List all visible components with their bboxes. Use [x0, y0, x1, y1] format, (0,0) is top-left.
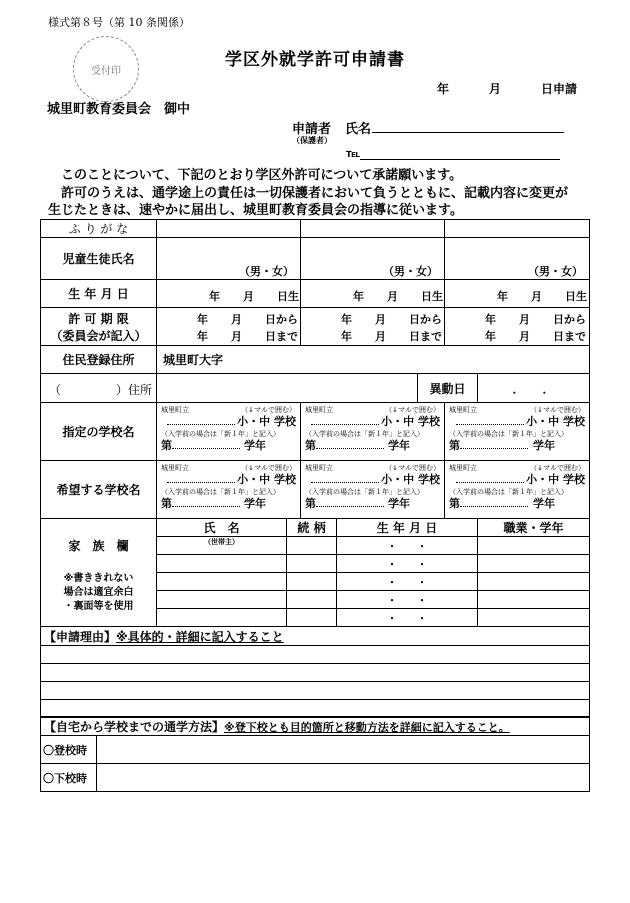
student-sex[interactable]: （男・女）	[301, 238, 445, 280]
date-month: 月	[489, 82, 502, 96]
school-cell[interactable]: 城里町立 （↓マルで囲む） 小・中 学校 （入学前の場合は「新１年」と記入） 第 学年	[445, 403, 590, 461]
job-cell[interactable]	[478, 555, 590, 573]
relation-cell[interactable]	[287, 609, 337, 627]
tel-label: ℡	[346, 147, 361, 160]
reason-line[interactable]	[41, 700, 590, 718]
stamp-label: 受付印	[91, 65, 121, 77]
family-note-1: ※書ききれない	[63, 573, 134, 584]
intro-line-2: 許可のうえは、通学途上の責任は一切保護者において負うとともに、記載内容に変更が	[48, 185, 569, 201]
school-table	[40, 402, 590, 519]
relation-cell[interactable]	[287, 591, 337, 609]
other-address-field[interactable]	[157, 374, 418, 403]
job-cell[interactable]	[478, 537, 590, 555]
job-cell[interactable]	[478, 573, 590, 591]
intro-text	[48, 167, 593, 220]
period-cell[interactable]: 年 月 日から 年 月 日まで	[301, 308, 445, 346]
guardian-label: （保護者）	[292, 136, 332, 145]
furigana-label: ふ り が な	[41, 220, 157, 238]
birthdate-row	[41, 280, 590, 308]
relation-cell[interactable]	[287, 537, 337, 555]
family-header-row	[41, 519, 590, 537]
other-address-row	[41, 374, 590, 403]
page-title: 学区外就学許可申請書	[225, 50, 405, 70]
birth-cell[interactable]: ・ ・	[337, 555, 478, 573]
col-name: 氏 名	[157, 519, 287, 537]
birthdate-cell[interactable]: 年 月 日生	[301, 280, 445, 308]
school-cell[interactable]: 城里町立 （↓マルで囲む） 小・中 学校 （入学前の場合は「新１年」と記入） 第 学年	[157, 461, 301, 519]
reason-title: 【申請理由】※具体的・詳細に記入すること	[41, 627, 590, 646]
registered-address-label: 住民登録住所	[41, 346, 157, 374]
reason-line[interactable]	[41, 646, 590, 664]
name-cell[interactable]	[157, 609, 287, 627]
birth-cell[interactable]: ・ ・	[337, 573, 478, 591]
period-cell[interactable]: 年 月 日から 年 月 日まで	[445, 308, 590, 346]
student-sex[interactable]: （男・女）	[445, 238, 590, 280]
period-cell[interactable]: 年 月 日から 年 月 日まで	[157, 308, 301, 346]
from-school-label: 〇下校時	[41, 764, 97, 792]
registered-address-row	[41, 346, 590, 374]
reason-line[interactable]	[41, 664, 590, 682]
to-school-field[interactable]	[97, 736, 590, 764]
move-date-label: 異動日	[418, 374, 478, 403]
school-cell[interactable]: 城里町立 （↓マルで囲む） 小・中 学校 （入学前の場合は「新１年」と記入） 第 学年	[445, 461, 590, 519]
school-cell[interactable]: 城里町立 （↓マルで囲む） 小・中 学校 （入学前の場合は「新１年」と記入） 第 学年	[301, 461, 445, 519]
applicant-label: 申請者	[292, 122, 332, 137]
birthdate-label: 生 年 月 日	[41, 280, 157, 308]
furigana-row	[41, 220, 590, 238]
relation-cell[interactable]	[287, 573, 337, 591]
relation-cell[interactable]	[287, 555, 337, 573]
col-birth: 生 年 月 日	[337, 519, 478, 537]
furigana-cell[interactable]	[301, 220, 445, 238]
birth-cell[interactable]: ・ ・	[337, 537, 478, 555]
to-school-label: 〇登校時	[41, 736, 97, 764]
birthdate-cell[interactable]: 年 月 日生	[157, 280, 301, 308]
permission-period-row	[41, 308, 590, 346]
furigana-cell[interactable]	[445, 220, 590, 238]
addressee: 城里町教育委員会 御中	[47, 102, 191, 117]
other-address-label: （ ）住所	[41, 374, 157, 403]
job-cell[interactable]	[478, 609, 590, 627]
tel-field[interactable]	[360, 158, 560, 160]
birth-cell[interactable]: ・ ・	[337, 591, 478, 609]
intro-line-1: このことについて、下記のとおり学区外許可について承諾願います。	[48, 168, 463, 183]
furigana-cell[interactable]	[157, 220, 301, 238]
head-of-household[interactable]: （世帯主）	[157, 537, 287, 555]
birthdate-cell[interactable]: 年 月 日生	[445, 280, 590, 308]
reason-table	[40, 626, 590, 718]
birth-cell[interactable]: ・ ・	[337, 609, 478, 627]
school-cell[interactable]: 城里町立 （↓マルで囲む） 小・中 学校 （入学前の場合は「新１年」と記入） 第 学年	[157, 403, 301, 461]
student-sex[interactable]: （男・女）	[157, 238, 301, 280]
school-cell[interactable]: 城里町立 （↓マルで囲む） 小・中 学校 （入学前の場合は「新１年」と記入） 第 学年	[301, 403, 445, 461]
student-table	[40, 219, 590, 374]
date-day: 日申請	[541, 82, 578, 96]
from-school-field[interactable]	[97, 764, 590, 792]
commute-table	[40, 716, 590, 792]
name-cell[interactable]	[157, 555, 287, 573]
name-cell[interactable]	[157, 591, 287, 609]
col-relation: 続 柄	[287, 519, 337, 537]
application-date[interactable]	[437, 80, 577, 97]
move-date-field[interactable]: ． ．	[478, 374, 590, 403]
applicant-name-field[interactable]	[372, 131, 564, 133]
family-note-3: ・裏面等を使用	[63, 601, 134, 612]
intro-line-3: 生じたときは、速やかに届出し、城里町教育委員会の指導に従います。	[48, 203, 463, 218]
commute-title: 【自宅から学校までの通学方法】※登下校とも目的箇所と移動方法を詳細に記入すること。	[41, 717, 590, 736]
other-address-table	[40, 373, 590, 403]
reason-line[interactable]	[41, 682, 590, 700]
desired-school-label: 希望する学校名	[41, 461, 157, 519]
registered-address-field[interactable]: 城里町大字	[157, 346, 590, 374]
family-note-2: 場合は適宜余白	[63, 587, 134, 598]
student-name-label: 児童生徒氏名	[41, 238, 157, 280]
permission-period-label: 許 可 期 限 （委員会が記入）	[41, 308, 157, 346]
family-label-cell	[41, 519, 157, 627]
family-table	[40, 518, 590, 627]
designated-school-label: 指定の学校名	[41, 403, 157, 461]
col-job: 職業・学年	[478, 519, 590, 537]
job-cell[interactable]	[478, 591, 590, 609]
name-label: 氏名	[345, 122, 372, 137]
name-cell[interactable]	[157, 573, 287, 591]
designated-school-row	[41, 403, 590, 461]
date-year: 年	[437, 82, 450, 96]
desired-school-row	[41, 461, 590, 519]
family-label: 家 族 欄	[68, 539, 129, 553]
form-number: 様式第８号（第 10 条関係）	[48, 16, 190, 29]
student-name-row	[41, 238, 590, 280]
